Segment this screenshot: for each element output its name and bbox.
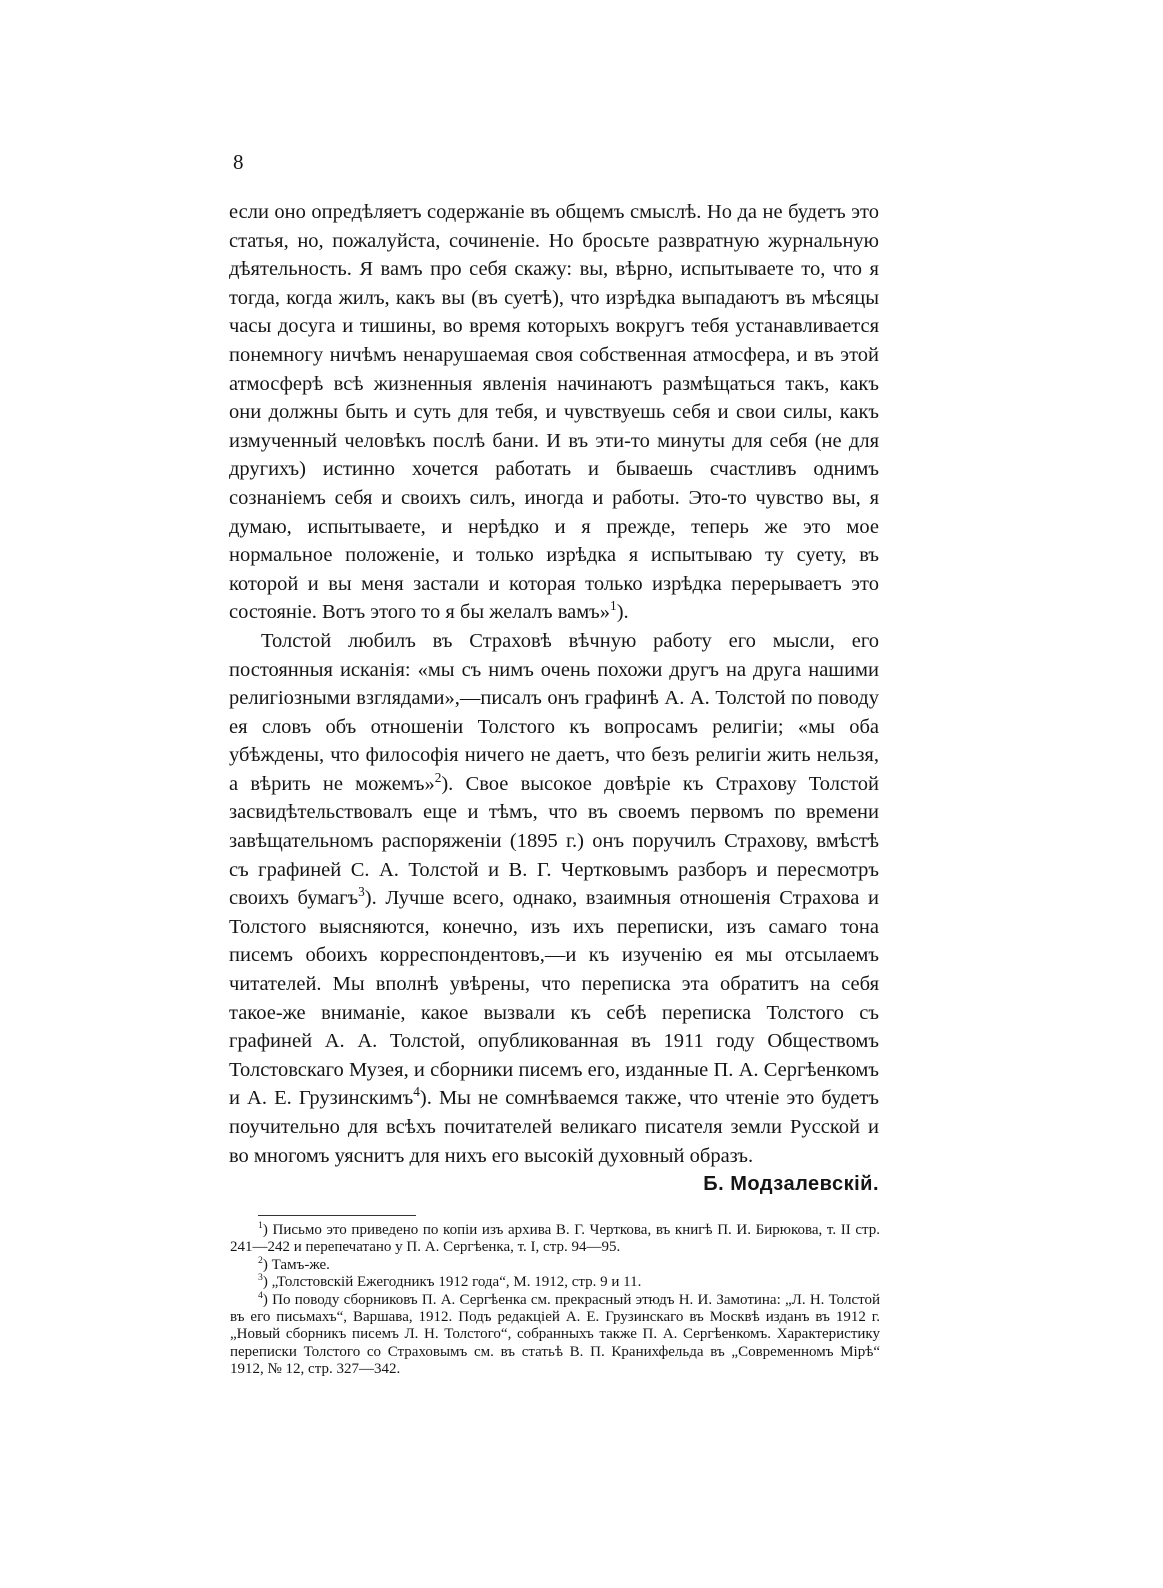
paragraph-tail: ). xyxy=(364,887,377,910)
paragraph-text: Свое высокое довѣріе къ Страхову Толстой засвидѣтельствовалъ еще и тѣмъ, что въ своемъ первомъ по времени завѣщательномъ распоряженіи (1895 г.) онъ поручилъ Страхову, вмѣстѣ съ графиней С. А. Толстой и В. Г. Чертковымъ разборъ и пересмотръ своихъ бумагъ xyxy=(229,772,879,910)
footnote-item: $^2$) Тамъ-же. xyxy=(258,1254,330,1273)
footnotes xyxy=(230,1222,880,1379)
footnote-reference: 1 xyxy=(610,598,617,614)
page-number: 8 xyxy=(233,150,244,174)
paragraph-text: если оно опредѣляетъ содержаніе въ общемъ смыслѣ. Но да не будетъ это статья, но, пожалуйста, сочиненіе. Но бросьте развратную журнальную дѣятельность. Я вамъ про себя скажу: вы, вѣрно, испытываете то, что я тогда, когда жилъ, какъ вы (въ суетѣ), что изрѣдка выпадаютъ въ мѣсяцы часы досуга и тишины, во время которыхъ вокругъ тебя устанавливается понемногу ничѣмъ ненарушаемая своя собственная атмосфера, и въ этой атмосферѣ всѣ жизненныя явленія начинаютъ размѣщаться такъ, какъ они должны быть и суть для тебя, и чувствуешь себя и свои силы, какъ измученный человѣкъ послѣ бани. И въ эти-то минуты для себя (не для другихъ) истинно хочется работать и бываешь счастливъ однимъ сознаніемъ себя и своихъ силъ, иногда и работы. Это-то чувство вы, я думаю, испытываете, и нерѣдко и я прежде, теперь же это мое нормальное положеніе, и только изрѣдка я испытываю ту суету, въ которой и вы меня застали и которая только изрѣдка перерываетъ это состояніе. Вотъ этого то я бы желалъ вамъ» xyxy=(229,201,879,624)
footnote-mark: 4 xyxy=(258,1289,263,1301)
paragraph-tail: ). xyxy=(616,601,629,624)
footnote-item: $^4$) По поводу сборниковъ П. А. Сергѣенка см. прекрасный этюдъ Н. И. Замотина: „Л. Н. Толстой въ его письмахъ“, Варшава, 1912. Подъ редакціей А. Е. Грузинскаго въ Москвѣ изданъ въ 1912 г. „Новый сборникъ писемъ Л. Н. Толстого“, собранныхъ также П. А. Сергѣенкомъ. Характеристику переписки Толстого со Страховымъ см. въ статьѣ В. П. Кранихфельда въ „Современномъ Мірѣ“ 1912, № 12, стр. 327—342. xyxy=(230,1289,881,1378)
footnote-mark: 3 xyxy=(258,1272,263,1284)
footnote-text: По поводу сборниковъ П. А. Сергѣенка см. прекрасный этюдъ Н. И. Замотина: „Л. Н. Толстой въ его письмахъ“, Варшава, 1912. Подъ редакціей А. Е. Грузинскаго въ Москвѣ изданъ въ 1912 г. „Новый сборникъ писемъ Л. Н. Толстого“, собранныхъ также П. А. Сергѣенкомъ. Характеристику переписки Толстого со Страховымъ см. въ статьѣ В. П. Кранихфельда въ „Современномъ Мірѣ“ 1912, № 12, стр. 327—342. xyxy=(230,1291,881,1378)
paragraph-text: Толстой любилъ въ Страховѣ вѣчную работу его мысли, его постоянныя исканія: «мы съ нимъ очень похожи другъ на друга нашими религіозными взглядами»,—писалъ онъ графинѣ А. А. Толстой по поводу ея словъ объ отношеніи Толстого къ вопросамъ религіи; «мы оба убѣждены, что философія ничего не даетъ, что безъ религіи жить нельзя, а вѣрить не можемъ» xyxy=(229,629,879,795)
footnote-separator xyxy=(258,1215,416,1216)
paragraph-tolstoy-strakhov xyxy=(229,627,879,1196)
footnote-reference: 2 xyxy=(434,770,442,786)
footnote-reference: 4 xyxy=(413,1084,420,1100)
author-signature: Б. Модзалевскій. xyxy=(703,1173,879,1196)
footnote-reference: 3 xyxy=(358,884,365,900)
paragraph-text: Лучше всего, однако, взаимныя отношенія Страхова и Толстого выясняются, конечно, изъ ихъ переписки, изъ самаго тона писемъ обоихъ корреспондентовъ,—и къ изученію ея мы отсылаемъ читателей. Мы вполнѣ увѣрены, что переписка эта обратитъ на себя такое-же вниманіе, какое вызвали къ себѣ переписка Толстого съ графиней А. А. Толстой, опубликованная въ 1911 году Обществомъ Толстовскаго Музея, и сборники писемъ его, изданные П. А. Сергѣенкомъ и А. Е. Грузинскимъ xyxy=(229,887,879,1110)
footnote-text: „Толстовскій Ежегодникъ 1912 года“, М. 1912, стр. 9 и 11. xyxy=(271,1274,642,1291)
footnote-mark: 2 xyxy=(258,1254,263,1266)
main-text xyxy=(229,198,879,1199)
paragraph-tail: ). xyxy=(419,1087,432,1110)
footnote-item: $^1$) Письмо это приведено по копіи изъ архива В. Г. Черткова, въ книгѣ П. И. Бирюкова, т. II стр. 241—242 и перепечатано у П. А. Сергѣенка, т. I, стр. 94—95. xyxy=(230,1220,881,1256)
paragraph-letter-quote xyxy=(229,198,879,627)
footnote-mark: 1 xyxy=(258,1220,263,1231)
footnote-text: Письмо это приведено по копіи изъ архива В. Г. Черткова, въ книгѣ П. И. Бирюкова, т. II стр. 241—242 и перепечатано у П. А. Сергѣенка, т. I, стр. 94—95. xyxy=(230,1222,881,1256)
footnote-item: $^3$) „Толстовскій Ежегодникъ 1912 года“, М. 1912, стр. 9 и 11. xyxy=(258,1272,642,1291)
paragraph-text: Мы не сомнѣваемся также, что чтеніе это будетъ поучительно для всѣхъ почитателей великаго писателя земли Русской и во многомъ уяснитъ для нихъ его высокій духовный образъ. xyxy=(229,1087,879,1167)
paragraph-tail: ). xyxy=(441,772,454,795)
footnote-text: Тамъ-же. xyxy=(271,1256,330,1273)
